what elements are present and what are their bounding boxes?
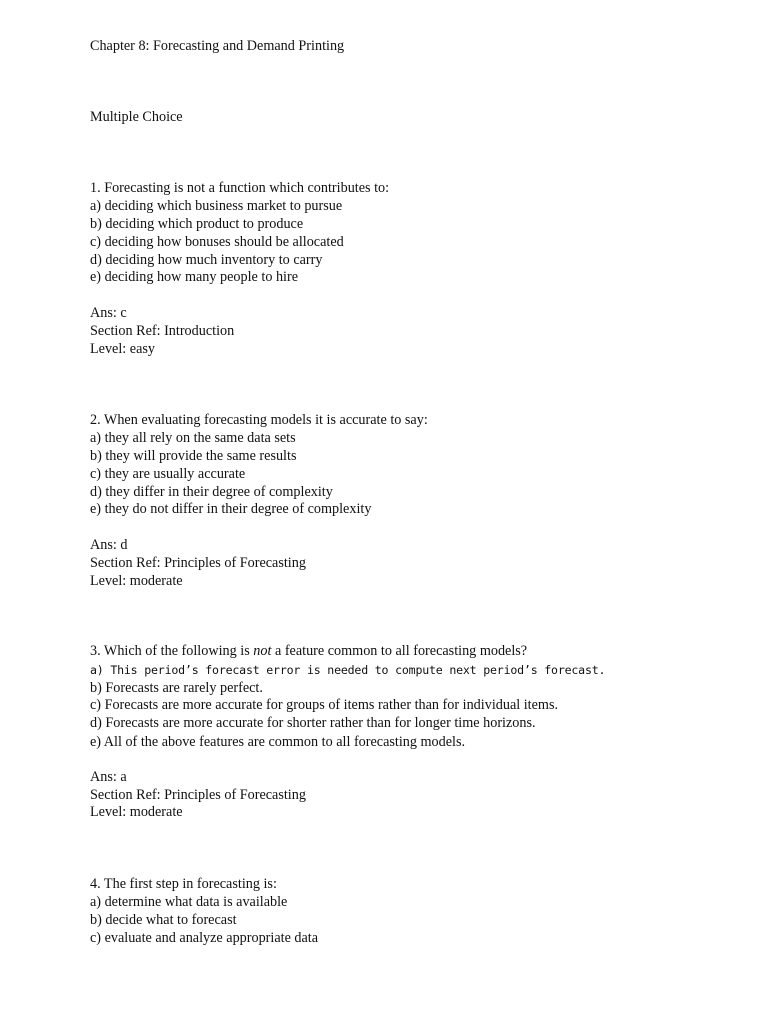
question-3-option-d: d) Forecasts are more accurate for shorter rather than for longer time horizons. — [90, 715, 536, 731]
question-3-option-e: e) All of the above features are common to all forecasting models. — [90, 734, 466, 750]
question-2-option-a: a) they all rely on the same data sets — [90, 430, 296, 446]
question-3-section-ref: Section Ref: Principles of Forecasting — [90, 787, 306, 803]
question-3-prompt-emphasis: not — [253, 643, 272, 659]
question-1-option-d: d) deciding how much inventory to carry — [90, 252, 323, 268]
section-heading: Multiple Choice — [90, 109, 183, 125]
question-1-option-c: c) deciding how bonuses should be allocated — [90, 234, 344, 250]
question-3-level: Level: moderate — [90, 804, 183, 820]
question-1-option-a: a) deciding which business market to pursue — [90, 198, 343, 214]
question-3-option-a-text: a) This period’s forecast error is needed to compute next period’s forecast. — [90, 663, 606, 677]
question-2-answer: Ans: d — [90, 537, 128, 553]
chapter-title: Chapter 8: Forecasting and Demand Printing — [90, 38, 345, 54]
question-2-prompt: 2. When evaluating forecasting models it is accurate to say: — [90, 412, 428, 428]
question-2-option-d: d) they differ in their degree of complexity — [90, 484, 333, 500]
question-2-option-b: b) they will provide the same results — [90, 448, 297, 464]
question-2-option-c: c) they are usually accurate — [90, 466, 246, 482]
question-4-option-b: b) decide what to forecast — [90, 912, 237, 928]
question-3-option-b: b) Forecasts are rarely perfect. — [90, 680, 263, 696]
question-1-option-e: e) deciding how many people to hire — [90, 269, 299, 285]
question-1-level: Level: easy — [90, 341, 155, 357]
question-4-prompt: 4. The first step in forecasting is: — [90, 876, 277, 892]
question-2-option-e: e) they do not differ in their degree of complexity — [90, 501, 372, 517]
question-1-answer: Ans: c — [90, 305, 127, 321]
question-2-level: Level: moderate — [90, 573, 183, 589]
question-3-prompt — [90, 642, 527, 660]
question-3-prompt-end: a feature common to all forecasting models? — [271, 643, 528, 659]
question-1-prompt: 1. Forecasting is not a function which contributes to: — [90, 180, 390, 196]
question-3-answer: Ans: a — [90, 769, 127, 785]
question-4-option-c: c) evaluate and analyze appropriate data — [90, 930, 319, 946]
question-2-section-ref: Section Ref: Principles of Forecasting — [90, 555, 306, 571]
question-3-prompt-start: 3. Which of the following is — [90, 643, 254, 659]
question-1-section-ref: Section Ref: Introduction — [90, 323, 235, 339]
question-3-option-c: c) Forecasts are more accurate for groups of items rather than for individual items. — [90, 697, 559, 713]
question-3-option-a — [90, 661, 605, 679]
question-1-option-b: b) deciding which product to produce — [90, 216, 304, 232]
question-4-option-a: a) determine what data is available — [90, 894, 288, 910]
